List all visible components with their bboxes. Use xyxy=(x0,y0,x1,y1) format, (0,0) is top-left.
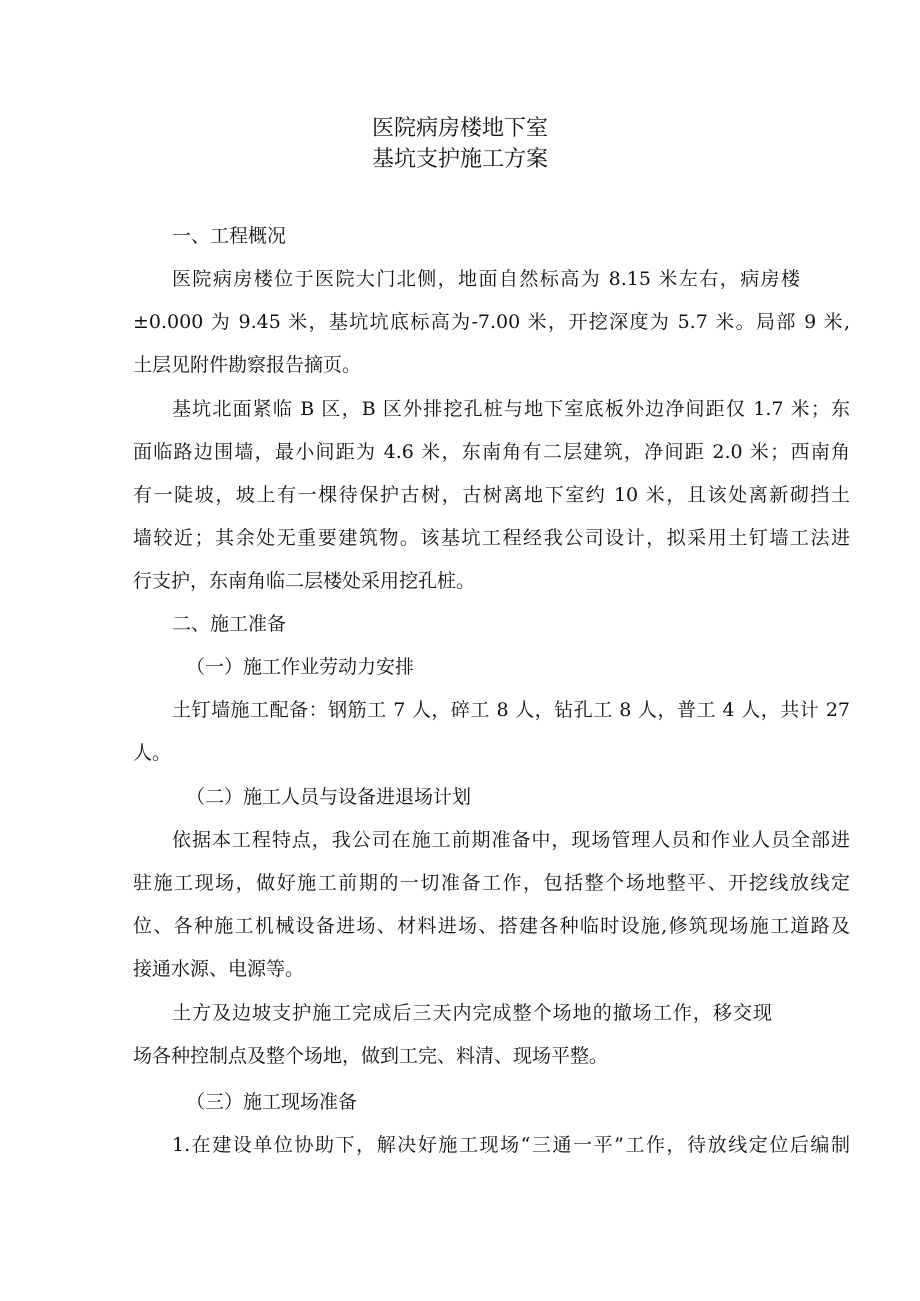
p1-line-2: ±0.000 为 9.45 米，基坑坑底标高为-7.00 米，开挖深度为 5.7 米。局部 9 米, xyxy=(133,311,850,333)
p1-line-1: 医院病房楼位于医院大门北侧，地面自然标高为 8.15 米左右，病房楼 xyxy=(172,268,800,290)
title-line-1: 医院病房楼地下室 xyxy=(371,116,548,141)
title-line-2: 基坑支护施工方案 xyxy=(371,147,548,172)
p2-line-2: 面临路边围墙，最小间距为 4.6 米，东南角有二层建筑，净间距 2.0 米；西南角 xyxy=(133,441,850,463)
subsection-3-heading: （三）施工现场准备 xyxy=(186,1091,358,1113)
p4-line-1: 依据本工程特点，我公司在施工前期准备中，现场管理人员和作业人员全部进 xyxy=(172,829,850,851)
subsection-2-heading: （二）施工人员与设备进退场计划 xyxy=(186,786,472,808)
p4-line-2: 驻施工现场，做好施工前期的一切准备工作，包括整个场地整平、开挖线放线定 xyxy=(133,872,850,894)
p3-line-1: 土钉墙施工配备：钢筋工 7 人，碎工 8 人，钻孔工 8 人，普工 4 人，共计 27 xyxy=(172,699,850,721)
p3-line-2: 人。 xyxy=(133,742,172,764)
p5-line-2: 场各种控制点及整个场地，做到工完、料清、现场平整。 xyxy=(133,1045,609,1067)
p4-line-4: 接通水源、电源等。 xyxy=(133,958,305,980)
p2-line-3: 有一陡坡，坡上有一棵待保护古树，古树离地下室约 10 米，且该处离新砌挡土 xyxy=(133,484,850,506)
p2-line-1: 基坑北面紧临 B 区，B 区外排挖孔桩与地下室底板外边净间距仅 1.7 米；东 xyxy=(172,398,850,420)
p2-line-4: 墙较近；其余处无重要建筑物。该基坑工程经我公司设计，拟采用土钉墙工法进 xyxy=(133,527,850,549)
p4-line-3: 位、各种施工机械设备进场、材料进场、搭建各种临时设施,修筑现场施工道路及 xyxy=(133,915,850,937)
p2-line-5: 行支护，东南角临二层楼处采用挖孔桩。 xyxy=(133,570,476,592)
section-2-heading: 二、施工准备 xyxy=(172,613,287,635)
p5-line-1: 土方及边坡支护施工完成后三天内完成整个场地的撤场工作，移交现 xyxy=(172,1002,772,1024)
subsection-1-heading: （一）施工作业劳动力安排 xyxy=(186,656,415,678)
p1-line-3: 土层见附件勘察报告摘页。 xyxy=(133,354,362,376)
section-1-heading: 一、工程概况 xyxy=(172,225,287,247)
p6-line-1: 1.在建设单位协助下，解决好施工现场“三通一平”工作，待放线定位后编制 xyxy=(172,1134,850,1156)
